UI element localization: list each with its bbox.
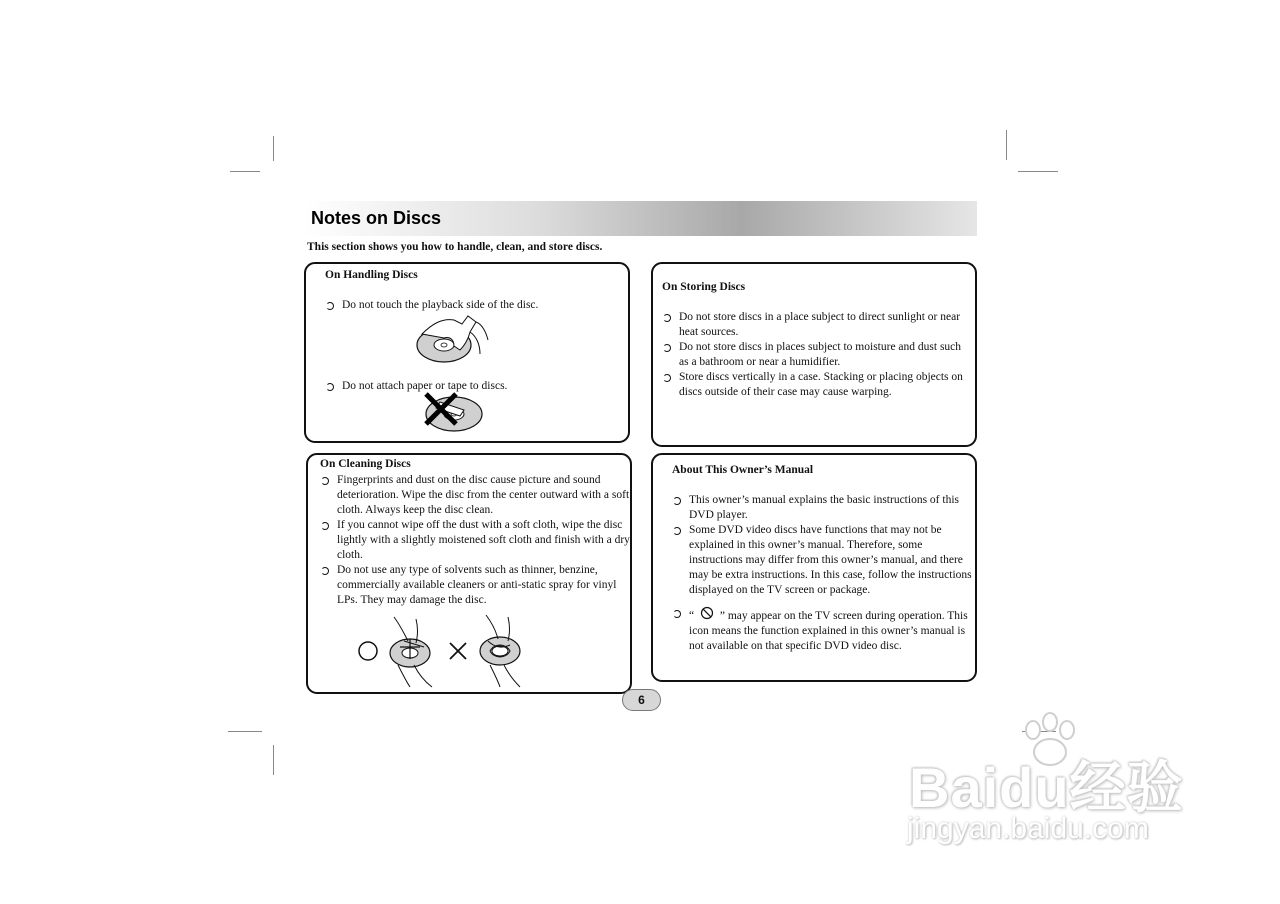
manual-list bbox=[672, 493, 972, 654]
list-item: Do not store discs in places subject to moisture and dust such as a bathroom or near a humidifier. bbox=[662, 340, 968, 370]
manual-title: About This Owner’s Manual bbox=[672, 464, 814, 476]
list-item: Fingerprints and dust on the disc cause picture and sound deterioration. Wipe the disc from the center outward with a soft cloth. Always keep the disc clean. bbox=[320, 473, 630, 518]
crop-mark bbox=[1018, 171, 1058, 172]
icon-note-text: ” may appear on the TV screen during operation. This icon means the function explained in this owner’s manual is not available on that specific DVD video disc. bbox=[689, 610, 968, 652]
list-item: Do not use any type of solvents such as thinner, benzine, commercially available cleaners or anti-static spray for vinyl LPs. They may damage the disc. bbox=[320, 563, 630, 608]
disc-touch-illustration bbox=[414, 312, 496, 368]
crop-mark bbox=[1006, 130, 1007, 160]
storing-list bbox=[662, 310, 968, 400]
page-title: Notes on Discs bbox=[311, 208, 442, 228]
crop-mark bbox=[228, 731, 262, 732]
section-title-bar bbox=[304, 201, 977, 236]
list-item bbox=[672, 606, 972, 654]
manual-box bbox=[651, 453, 977, 682]
list-item: If you cannot wipe off the dust with a soft cloth, wipe the disc lightly with a slightly moistened soft cloth and finish with a dry cloth. bbox=[320, 518, 630, 563]
list-item: Some DVD video discs have functions that may not be explained in this owner’s manual. Therefore, some instructions may differ from this owner’s manual, and there may be extra instructions. In this case, follow the instructions displayed on the TV screen or package. bbox=[672, 523, 972, 598]
crop-mark bbox=[273, 745, 274, 775]
prohibited-icon bbox=[700, 606, 714, 620]
cleaning-box bbox=[306, 453, 632, 694]
list-item: This owner’s manual explains the basic instructions of this DVD player. bbox=[672, 493, 972, 523]
watermark bbox=[905, 712, 1205, 862]
watermark-sub: jingyan.baidu.com bbox=[907, 812, 1149, 845]
list-item: Do not attach paper or tape to discs. bbox=[325, 379, 625, 394]
cleaning-list bbox=[320, 473, 630, 608]
handling-title: On Handling Discs bbox=[325, 269, 418, 281]
handling-box bbox=[304, 262, 630, 443]
storing-box bbox=[651, 262, 977, 447]
page-number: 6 bbox=[622, 689, 661, 711]
handling-list bbox=[325, 298, 625, 313]
list-item: Do not store discs in a place subject to direct sunlight or near heat sources. bbox=[662, 310, 968, 340]
disc-tape-illustration bbox=[420, 390, 486, 436]
storing-title: On Storing Discs bbox=[662, 281, 746, 293]
list-item: Store discs vertically in a case. Stacking or placing objects on discs outside of their case may cause warping. bbox=[662, 370, 968, 400]
list-item: Do not touch the playback side of the disc. bbox=[325, 298, 625, 313]
disc-cleaning-illustration bbox=[354, 611, 534, 689]
intro-text: This section shows you how to handle, clean, and store discs. bbox=[307, 241, 603, 253]
icon-note-open: “ bbox=[689, 610, 695, 622]
crop-mark bbox=[273, 136, 274, 161]
crop-mark bbox=[230, 171, 260, 172]
watermark-main: Baidu经验 bbox=[909, 756, 1184, 819]
cleaning-title: On Cleaning Discs bbox=[320, 458, 411, 470]
